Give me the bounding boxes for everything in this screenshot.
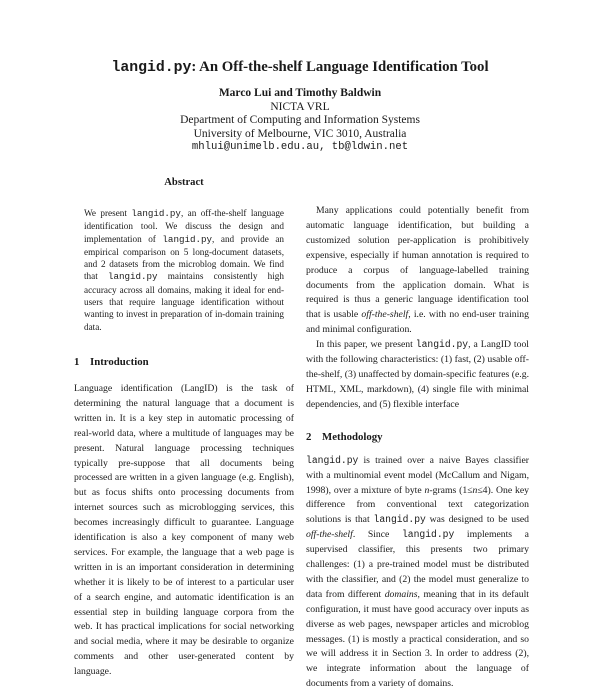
left-column [74,176,294,680]
method-text-3: ≤4). One key difference from conventional text categorization solutions is that [306,484,529,526]
method-n-2: n [472,484,478,496]
p2-code: langid.py [415,339,469,351]
abstract-code-2: langid.py [162,233,213,245]
author-emails: mhlui@unimelb.edu.au, tb@ldwin.net [191,141,409,154]
right-paragraph-1 [306,204,529,338]
abstract-heading: Abstract [164,177,204,188]
section-heading-methodology [306,431,529,444]
abstract-text-1: We present [84,208,132,218]
introduction-paragraph: Language identification (LangID) is the task of determining the natural language that a document is written in. It is a key step in automatic processing of real-world data, where a multitude of languages may be present. Natural language processing techniques typically pre-suppose that all documents being processed are written in a given language (e.g. English), but as focus shifts onto processing documents from internet sources such as microblogging services, this becomes increasingly difficult to guarantee. Language identification is also a key component of many web services. For example, the language that a web page is written in is an important consideration in determining whether it is likely to be of interest to a particular user of a search engine, and automatic identification is an essential step in building language corpora from the web. It has practical implications for social networking and social media, where it may be desirable to organize comments and other user-generated content by language. [74,382,294,678]
section-title: Methodology [322,430,383,443]
methodology-paragraph [306,454,529,692]
method-text-4: was designed to be used [425,514,529,526]
title-text: : An Off-the-shelf Language Identification Tool [191,59,489,75]
p2-text-b: , a LangID tool with the following characteristics: (1) fast, (2) usable off-the-shelf, (3) unaffected by domain-specific features (e.g. HTML, XML, markdown), (4) single file with minimal dependencies, and (5) flexible interface [306,339,529,410]
author-block [0,87,600,155]
abstract-code-1: langid.py [131,208,181,219]
method-text-7: , meaning that in its default configuration, it must have good accuracy over inputs as diverse as web pages, newspaper articles and microblog messages. (1) is mostly a practical consideration, and so we will address it in Section 3. In order to address (2), we integrate information about the language of documents from a variety of domains. [306,588,529,690]
section-title: Introduction [90,355,149,368]
right-column [306,204,529,692]
author-university: University of Melbourne, VIC 3010, Australia [193,127,407,140]
p2-text-a: In this paper, we present [316,339,416,351]
method-emphasis-2: domains [384,588,418,600]
method-n-1: n [424,484,430,496]
section-number: 2 [306,430,312,443]
p1-text-b: , i.e. with no end-user training and minimal configuration. [306,309,529,336]
method-text-1: is trained over a naive Bayes classifier with a multinomial event model (McCallum and Nigam, 1998), over a mixture of byte [306,454,529,496]
paper-title [0,58,600,77]
author-lab: NICTA VRL [270,100,330,113]
right-paragraph-2 [306,338,529,413]
abstract-text-2: , an off-the-shelf language identification tool. We discuss the design and implementation of [84,208,284,244]
method-code-2: langid.py [373,514,426,526]
title-tool-name: langid.py [111,60,192,76]
method-emphasis-1: off-the-shelf [306,529,353,541]
abstract-text-3: , and provide an empirical comparison on 5 long-document datasets, and 2 datasets from the microblog domain. We find that [84,233,284,282]
abstract-code-3: langid.py [107,271,158,283]
p1-emphasis: off-the-shelf [361,309,409,321]
abstract-text-4: maintains consistently high accuracy across all domains, making it ideal for end-users that require language identification without wanting to invest in preparation of in-domain training data. [84,271,284,332]
section-heading-introduction [74,356,294,369]
method-text-6: implements a supervised classifier, this presents two primary challenges: (1) a pre-trained model must be distributed with the classifier, and (2) the model must generalize to data from different [306,529,529,600]
author-department: Department of Computing and Information Systems [180,114,420,127]
abstract-body [84,207,284,333]
p1-text-a: Many applications could potentially benefit from automatic language identification, but building a customized solution per-application is prohibitively expensive, especially if human annotation is required to produce a corpus of language-labelled training documents from the application domain. What is required is thus a generic language identification tool that is usable [306,205,529,321]
section-number: 1 [74,355,80,368]
method-code-3: langid.py [401,529,455,541]
method-text-2: -grams (1≤ [429,484,473,496]
method-code-1: langid.py [306,454,359,466]
author-names: Marco Lui and Timothy Baldwin [218,87,382,99]
method-text-5: . Since [352,529,402,541]
